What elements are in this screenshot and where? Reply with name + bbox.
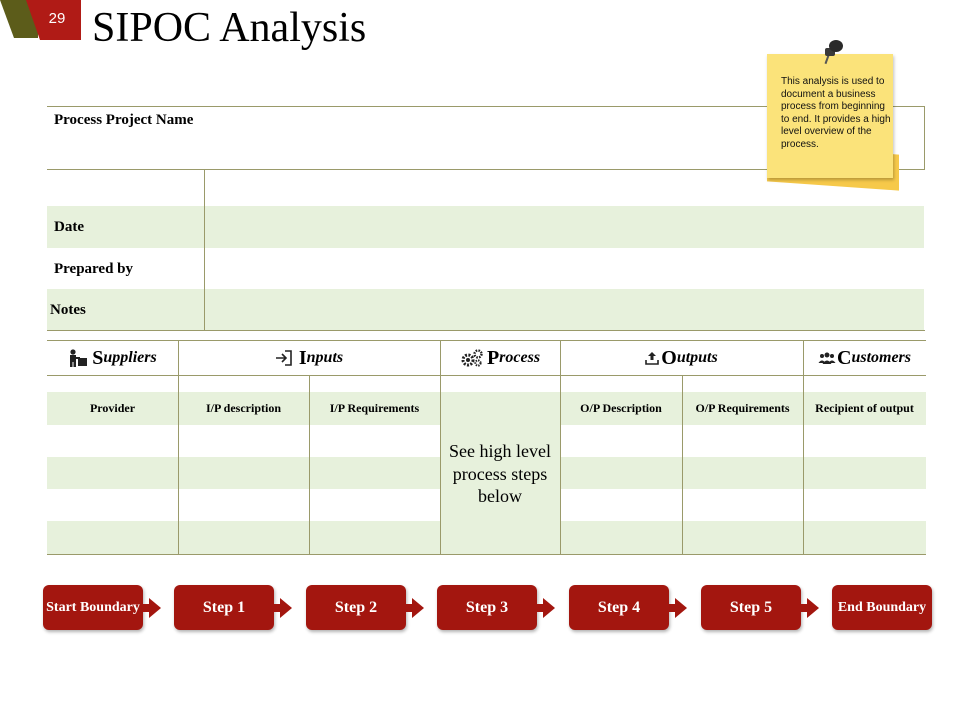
process-initial: P <box>486 347 500 369</box>
header-customers <box>803 348 926 368</box>
subheader-provider: Provider <box>89 401 136 415</box>
step-arrow-head <box>675 598 687 618</box>
info-bottom-rule <box>47 330 925 331</box>
inputs-rest: nputs <box>306 349 344 366</box>
date-label: Date <box>54 219 84 235</box>
outputs-rest: utputs <box>676 349 718 366</box>
subheader-ip-description: I/P description <box>205 401 281 415</box>
info-right-rule <box>924 106 925 170</box>
outputs-initial: O <box>661 347 677 369</box>
suppliers-initial: S <box>92 347 104 369</box>
notes-row-band <box>47 289 924 331</box>
step-1: Step 1 <box>174 585 274 630</box>
project-name-label: Process Project Name <box>54 112 194 128</box>
step-5: Step 5 <box>701 585 801 630</box>
step-arrow-head <box>149 598 161 618</box>
step-arrow-head <box>280 598 292 618</box>
header-inputs <box>178 348 440 368</box>
suppliers-rest: uppliers <box>103 349 157 366</box>
pushpin-icon <box>829 40 843 52</box>
step-4: Step 4 <box>569 585 669 630</box>
worker-icon <box>68 349 88 367</box>
subheader-op-requirements: O/P Requirements <box>695 401 790 415</box>
step-2: Step 2 <box>306 585 406 630</box>
prepared-by-label: Prepared by <box>54 261 134 277</box>
subheader-recipient: Recipient of output <box>815 401 914 415</box>
notes-label: Notes <box>50 302 86 318</box>
subheader-ip-requirements: I/P Requirements <box>329 401 420 415</box>
step-3: Step 3 <box>437 585 537 630</box>
users-icon <box>818 351 836 365</box>
sticky-note-text: This analysis is used to document a business process from beginning to end. It provides a high level overview of the process. <box>781 76 891 150</box>
upload-icon <box>645 351 659 365</box>
date-row-band <box>47 206 924 248</box>
slide-number: 29 <box>48 10 66 27</box>
header-process <box>440 348 560 368</box>
sticky-note <box>767 54 893 178</box>
header-outputs <box>560 348 803 368</box>
sipoc-bottom-rule <box>47 554 926 555</box>
gears-icon <box>460 348 484 368</box>
customers-rest: ustomers <box>851 349 912 366</box>
inputs-initial: I <box>298 347 307 369</box>
header-suppliers <box>47 348 178 368</box>
step-arrow-head <box>412 598 424 618</box>
customers-initial: C <box>836 347 852 369</box>
process-rest: rocess <box>499 349 541 366</box>
step-end-boundary: End Boundary <box>832 585 932 630</box>
step-start-boundary: Start Boundary <box>43 585 143 630</box>
page-title: SIPOC Analysis <box>92 5 367 51</box>
subheader-op-description: O/P Description <box>580 401 662 415</box>
step-arrow-head <box>543 598 555 618</box>
process-note: See high level process steps below <box>449 441 551 506</box>
sign-in-icon <box>275 350 293 366</box>
step-arrow-head <box>807 598 819 618</box>
info-divider <box>204 170 205 330</box>
